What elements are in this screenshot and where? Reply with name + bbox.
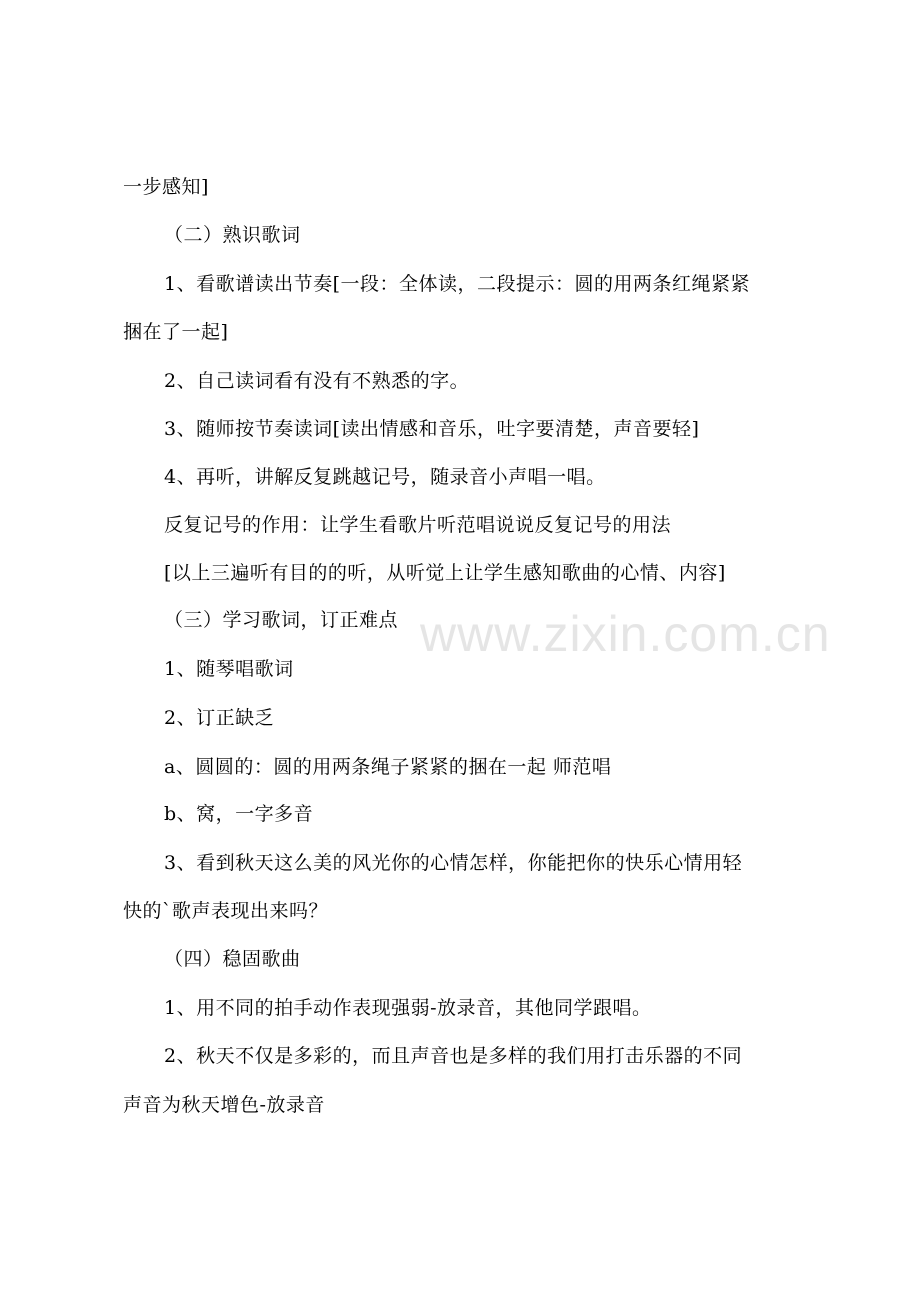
text-line: 一步感知] (123, 176, 209, 198)
section-heading: （二）熟识歌词 (164, 224, 301, 246)
text-line: 捆在了一起] (123, 321, 229, 343)
text-line: 3、随师按节奏读词[读出情感和音乐，吐字要清楚，声音要轻] (164, 418, 700, 440)
text-line: 1、看歌谱读出节奏[一段：全体读，二段提示：圆的用两条红绳紧紧 (164, 273, 751, 295)
text-line: 2、秋天不仅是多彩的，而且声音也是多样的我们用打击乐器的不同 (164, 1045, 743, 1067)
text-line: b、窝，一字多音 (164, 803, 314, 825)
section-heading: （四）稳固歌曲 (164, 948, 301, 970)
text-line: [以上三遍听有目的的听，从听觉上让学生感知歌曲的心情、内容] (164, 562, 726, 584)
text-line: 反复记号的作用：让学生看歌片听范唱说说反复记号的用法 (164, 514, 672, 536)
text-line: 声音为秋天增色-放录音 (123, 1094, 325, 1116)
text-line: 1、随琴唱歌词 (164, 658, 294, 680)
text-line: 快的`歌声表现出来吗？ (123, 900, 329, 922)
text-line: a、圆圆的：圆的用两条绳子紧紧的捆在一起 师范唱 (164, 756, 612, 778)
text-line: 4、再听，讲解反复跳越记号，随录音小声唱一唱。 (164, 466, 606, 488)
text-line: 3、看到秋天这么美的风光你的心情怎样，你能把你的快乐心情用轻 (164, 852, 743, 874)
watermark: www.zixin.com.cn (420, 606, 831, 662)
text-line: 2、订正缺乏 (164, 707, 275, 729)
section-heading: （三）学习歌词，订正难点 (164, 609, 399, 631)
text-line: 2、自己读词看有没有不熟悉的字。 (164, 370, 470, 392)
text-line: 1、用不同的拍手动作表现强弱-放录音，其他同学跟唱。 (164, 997, 652, 1019)
